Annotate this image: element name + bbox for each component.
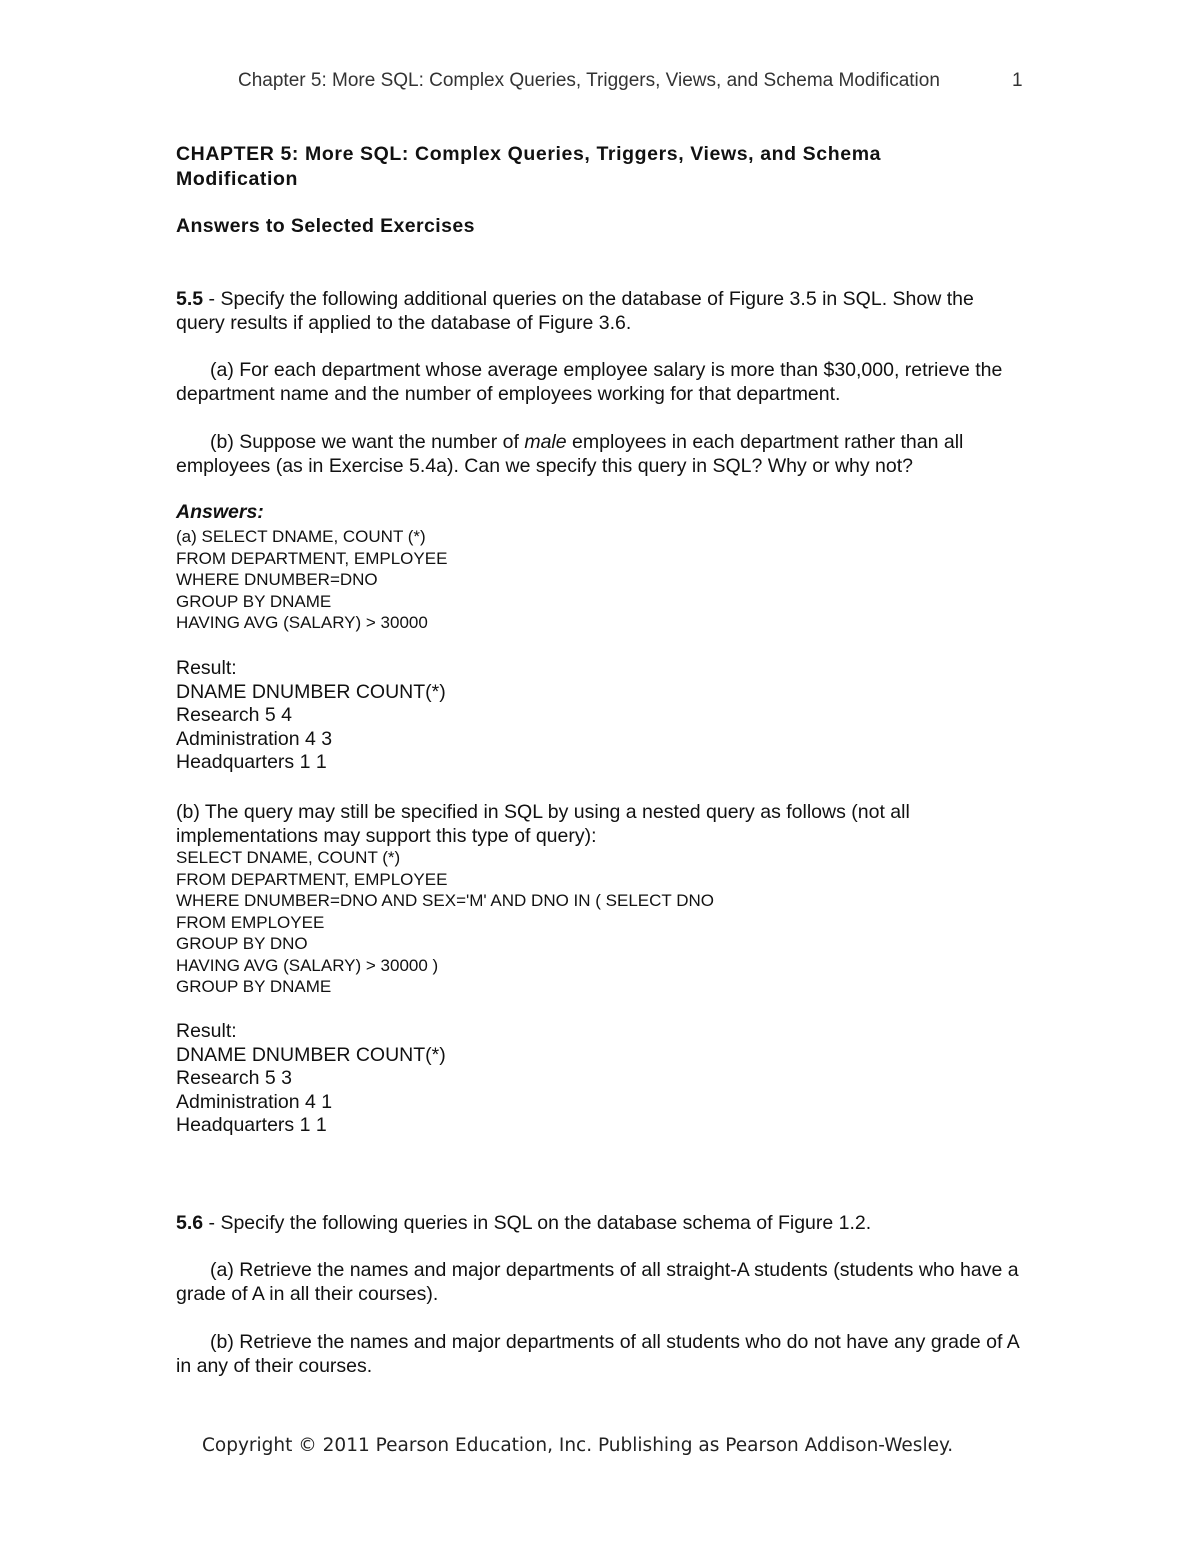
result-header: DNAME DNUMBER COUNT(*) — [176, 1043, 446, 1066]
chapter-title: CHAPTER 5: More SQL: Complex Queries, Triggers, Views, and Schema Modification — [176, 143, 882, 190]
result-row: Headquarters 1 1 — [176, 751, 327, 774]
exercise-number: 5.6 — [176, 1212, 204, 1234]
result-row: Headquarters 1 1 — [176, 1114, 327, 1137]
part-b-text-post: employees in each department rather than all employees (as in Exercise 5.4a). Can we specify this query in SQL? Why or why not? — [176, 431, 964, 477]
section-heading: Answers to Selected Exercises — [176, 215, 475, 237]
result-header: DNAME DNUMBER COUNT(*) — [176, 680, 446, 703]
code-line: GROUP BY DNAME — [176, 591, 332, 611]
code-line: (a) SELECT DNAME, COUNT (*) — [176, 527, 426, 546]
code-line: SELECT DNAME, COUNT (*) — [176, 848, 401, 867]
code-line: WHERE DNUMBER=DNO — [176, 570, 378, 589]
code-line: GROUP BY DNO — [176, 934, 308, 953]
answers-label: Answers: — [176, 501, 264, 523]
exercise-5-5-part-b — [176, 430, 1026, 478]
exercise-5-6-intro — [176, 1211, 1026, 1235]
result-b — [176, 1020, 446, 1138]
answer-b-text: (b) The query may still be specified in SQL by using a nested query as follows (not all implementations may support this type of query): — [176, 801, 910, 847]
copyright-footer: Copyright © 2011 Pearson Education, Inc. Publishing as Pearson Addison-Wesley. — [202, 1435, 954, 1456]
result-a — [176, 657, 446, 775]
exercise-5-5-part-a: (a) For each department whose average employee salary is more than $30,000, retrieve the department name and the number of employees working for that department. — [176, 359, 1003, 405]
answer-a-sql — [176, 526, 447, 634]
running-header: Chapter 5: More SQL: Complex Queries, Triggers, Views, and Schema Modification — [238, 70, 940, 91]
exercise-intro-text: - Specify the following additional queries on the database of Figure 3.5 in SQL. Show the query results if applied to the database of Figure 3.6. — [176, 288, 974, 334]
result-label: Result: — [176, 657, 237, 679]
page-number: 1 — [1012, 70, 1023, 91]
code-line: HAVING AVG (SALARY) > 30000 — [176, 613, 428, 632]
result-row: Administration 4 1 — [176, 1090, 333, 1113]
exercise-5-6-part-b: (b) Retrieve the names and major departments of all students who do not have any grade of A in any of their courses. — [176, 1331, 1019, 1377]
exercise-5-6-part-a: (a) Retrieve the names and major departments of all straight-A students (students who have a grade of A in all their courses). — [176, 1259, 1019, 1305]
code-line: FROM DEPARTMENT, EMPLOYEE — [176, 869, 448, 889]
answer-b-sql — [176, 847, 714, 998]
exercise-5-5-intro — [176, 287, 1026, 335]
code-line: GROUP BY DNAME — [176, 977, 332, 996]
code-line: HAVING AVG (SALARY) > 30000 ) — [176, 955, 439, 975]
code-line: FROM EMPLOYEE — [176, 912, 325, 932]
part-b-emphasis: male — [524, 431, 567, 453]
result-row: Research 5 3 — [176, 1067, 292, 1090]
result-row: Administration 4 3 — [176, 727, 333, 750]
result-row: Research 5 4 — [176, 704, 292, 727]
part-b-text-pre: (b) Suppose we want the number of — [210, 431, 525, 453]
exercise-intro-text: - Specify the following queries in SQL on the database schema of Figure 1.2. — [203, 1212, 872, 1234]
result-label: Result: — [176, 1020, 237, 1042]
code-line: FROM DEPARTMENT, EMPLOYEE — [176, 548, 448, 568]
code-line: WHERE DNUMBER=DNO AND SEX='M' AND DNO IN ( SELECT DNO — [176, 891, 714, 910]
exercise-number: 5.5 — [176, 288, 204, 310]
